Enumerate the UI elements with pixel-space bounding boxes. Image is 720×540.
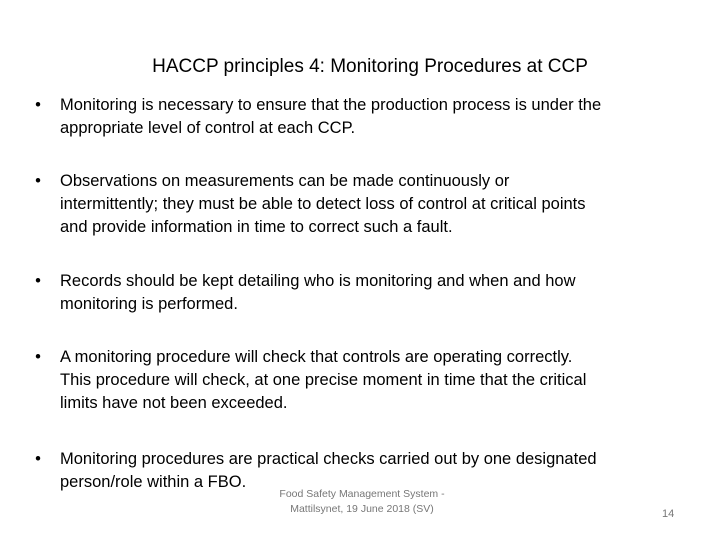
bullet-icon: •	[35, 450, 41, 468]
bullet-icon: •	[35, 272, 41, 290]
bullet-icon: •	[35, 96, 41, 114]
bullet-text-line: limits have not been exceeded.	[60, 394, 288, 412]
bullet-text-line: Records should be kept detailing who is monitoring and when and how	[60, 272, 576, 290]
bullet-text-line: Observations on measurements can be made continuously or	[60, 172, 510, 190]
bullet-text-line: A monitoring procedure will check that controls are operating correctly.	[60, 348, 573, 366]
footer-line: Food Safety Management System -	[279, 488, 445, 500]
bullet-text-line: Monitoring procedures are practical checks carried out by one designated	[60, 450, 597, 468]
bullet-text-line: person/role within a FBO.	[60, 473, 247, 491]
bullet-text-line: and provide information in time to correct such a fault.	[60, 218, 453, 236]
slide-title: HACCP principles 4: Monitoring Procedures at CCP	[152, 56, 588, 77]
bullet-item	[30, 270, 710, 316]
bullet-icon: •	[35, 348, 41, 366]
bullet-text-line: Monitoring is necessary to ensure that the production process is under the	[60, 96, 602, 114]
page-number: 14	[662, 508, 675, 520]
bullet-item	[30, 346, 710, 415]
bullet-item	[30, 170, 710, 239]
bullet-text-line: This procedure will check, at one precise moment in time that the critical	[60, 371, 587, 389]
bullet-text-line: appropriate level of control at each CCP.	[60, 119, 356, 137]
bullet-icon: •	[35, 172, 41, 190]
bullet-text-line: intermittently; they must be able to detect loss of control at critical points	[60, 195, 586, 213]
bullet-text-line: monitoring is performed.	[60, 295, 238, 313]
bullet-item	[30, 94, 710, 140]
footer-line: Mattilsynet, 19 June 2018 (SV)	[290, 503, 434, 515]
slide-footer	[262, 487, 462, 517]
